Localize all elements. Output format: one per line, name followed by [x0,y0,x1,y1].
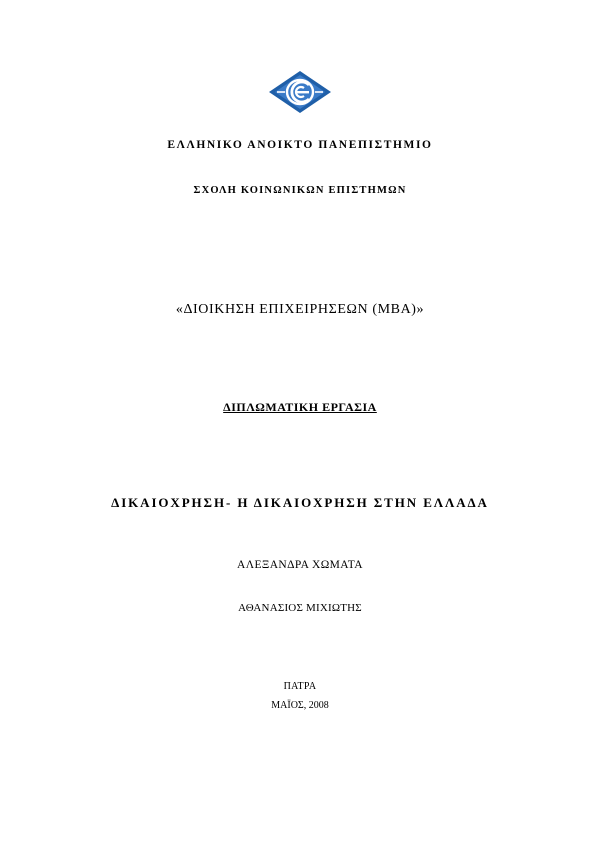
school-name: ΣΧΟΛΗ ΚΟΙΝΩΝΙΚΩΝ ΕΠΙΣΤΗΜΩΝ [193,185,407,196]
university-logo-icon [269,71,331,113]
programme-name: «ΔΙΟΙΚΗΣΗ ΕΠΙΧΕΙΡΗΣΕΩΝ (MBA)» [175,302,425,317]
thesis-type-heading: ΔΙΠΛΩΜΑΤΙΚΗ ΕΡΓΑΣΙΑ [223,400,377,414]
supervisor-name: ΑΘΑΝΑΣΙΟΣ ΜΙΧΙΩΤΗΣ [238,602,362,614]
university-name: ΕΛΛΗΝΙΚΟ ΑΝΟΙΚΤΟ ΠΑΝΕΠΙΣΤΗΜΙΟ [167,139,433,151]
author-name: ΑΛΕΞΑΝΔΡΑ ΧΩΜΑΤΑ [237,559,363,571]
city-name: ΠΑΤΡΑ [283,681,317,692]
thesis-title: ΔΙΚΑΙΟΧΡΗΣΗ- Η ΔΙΚΑΙΟΧΡΗΣΗ ΣΤΗΝ ΕΛΛΑΔΑ [111,495,489,510]
submission-date: ΜΑΪΟΣ, 2008 [271,700,329,711]
